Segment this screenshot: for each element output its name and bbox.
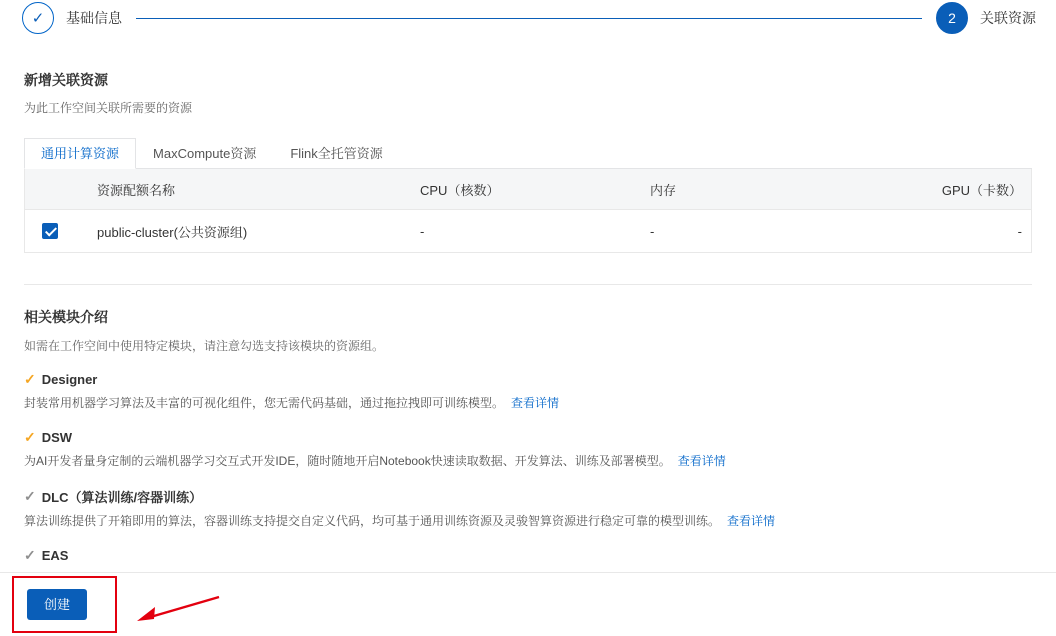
module-dlc-text: 算法训练提供了开箱即用的算法，容器训练支持提交自定义代码，均可基于通用训练资源及灵骏智算资源进行稳定可靠的模型训练。 bbox=[24, 514, 721, 528]
modules-section bbox=[0, 285, 1056, 588]
table-row[interactable] bbox=[25, 210, 1031, 252]
resources-title: 新增关联资源 bbox=[24, 72, 108, 88]
header-memory: 内存 bbox=[650, 182, 677, 198]
row-checkbox-cell[interactable] bbox=[25, 223, 75, 239]
check-icon: ✓ bbox=[24, 488, 36, 504]
step-2-circle bbox=[936, 2, 968, 34]
row-memory: - bbox=[650, 223, 655, 239]
module-dlc-desc bbox=[24, 513, 1032, 530]
modules-title: 相关模块介绍 bbox=[24, 309, 108, 325]
stepper-connector bbox=[136, 18, 922, 19]
create-button[interactable]: 创建 bbox=[27, 589, 87, 620]
module-dsw-desc bbox=[24, 453, 1032, 470]
stepper bbox=[0, 0, 1056, 36]
resource-tabs bbox=[24, 138, 1032, 169]
module-dsw-head bbox=[24, 429, 1032, 446]
table-header-row bbox=[25, 169, 1031, 210]
module-dsw-name: DSW bbox=[41, 430, 73, 445]
row-gpu: - bbox=[1017, 223, 1022, 239]
header-name: 资源配额名称 bbox=[97, 182, 176, 198]
resources-section bbox=[0, 36, 1056, 253]
module-dlc-head bbox=[24, 487, 1032, 506]
modules-subtitle: 如需在工作空间中使用特定模块，请注意勾选支持该模块的资源组。 bbox=[24, 339, 385, 353]
main-content bbox=[0, 36, 1056, 588]
footer-bar bbox=[0, 573, 1056, 636]
module-dsw bbox=[24, 429, 1032, 470]
module-dlc-name: DLC（算法训练/容器训练） bbox=[41, 490, 203, 505]
module-designer-name: Designer bbox=[41, 372, 98, 387]
module-eas-name: EAS bbox=[41, 548, 69, 563]
check-icon: ✓ bbox=[24, 429, 36, 445]
module-designer-head bbox=[24, 371, 1032, 388]
module-designer bbox=[24, 371, 1032, 412]
tab-maxcompute[interactable]: MaxCompute资源 bbox=[153, 146, 257, 161]
annotation-arrow bbox=[131, 595, 221, 623]
module-designer-detail-link[interactable]: 查看详情 bbox=[511, 396, 560, 410]
tab-general-compute[interactable]: 通用计算资源 bbox=[24, 138, 136, 169]
module-dsw-detail-link[interactable]: 查看详情 bbox=[677, 454, 726, 468]
step-2-number: 2 bbox=[948, 10, 956, 26]
module-dsw-text: 为AI开发者量身定制的云端机器学习交互式开发IDE，随时随地开启Notebook快速读取数据、开发算法、训练及部署模型。 bbox=[24, 454, 671, 468]
module-designer-desc bbox=[24, 395, 1032, 412]
check-icon: ✓ bbox=[24, 371, 36, 387]
row-checkbox[interactable] bbox=[42, 223, 58, 239]
header-gpu: GPU（卡数） bbox=[941, 182, 1022, 198]
tab-flink[interactable]: Flink全托管资源 bbox=[290, 146, 383, 161]
step-1-label: 基础信息 bbox=[66, 10, 122, 26]
header-cpu: CPU（核数） bbox=[420, 182, 500, 198]
module-dlc-detail-link[interactable]: 查看详情 bbox=[727, 514, 776, 528]
module-dlc bbox=[24, 487, 1032, 530]
step-2-label: 关联资源 bbox=[980, 10, 1036, 26]
check-icon: ✓ bbox=[31, 9, 45, 27]
row-cpu: - bbox=[420, 223, 425, 239]
step-linked-resources[interactable] bbox=[936, 2, 1036, 34]
resource-table bbox=[24, 169, 1032, 253]
module-eas-head bbox=[24, 547, 1032, 564]
step-basic-info[interactable] bbox=[22, 2, 122, 34]
module-designer-text: 封装常用机器学习算法及丰富的可视化组件，您无需代码基础，通过拖拉拽即可训练模型。 bbox=[24, 396, 505, 410]
check-icon: ✓ bbox=[24, 547, 36, 563]
resources-subtitle: 为此工作空间关联所需要的资源 bbox=[24, 101, 193, 115]
step-1-circle bbox=[22, 2, 54, 34]
row-name: public-cluster(公共资源组) bbox=[97, 224, 248, 240]
